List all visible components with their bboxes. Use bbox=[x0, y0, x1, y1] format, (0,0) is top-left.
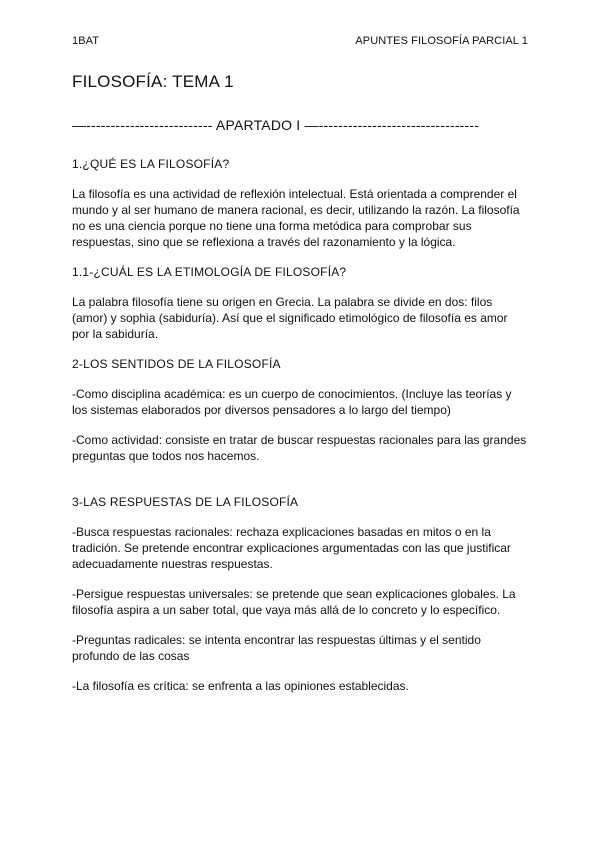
document-body bbox=[72, 156, 528, 708]
document-title: FILOSOFÍA: TEMA 1 bbox=[72, 72, 234, 91]
paragraph: -La filosofía es crítica: se enfrenta a las opiniones establecidas. bbox=[72, 679, 409, 693]
section-heading: 1.1-¿CUÁL ES LA ETIMOLOGÍA DE FILOSOFÍA? bbox=[72, 265, 347, 279]
paragraph: La filosofía es una actividad de reflexión intelectual. Está orientada a comprender el mundo y al ser humano de manera racional, es decir, utilizando la razón. La filosofía no es una ciencia porque no tiene una forma metódica para comprobar sus respuestas, sino que se reflexiona a través del razonamiento y la lógica. bbox=[72, 187, 520, 249]
section-heading: 2-LOS SENTIDOS DE LA FILOSOFÍA bbox=[72, 357, 281, 371]
page-header bbox=[72, 35, 528, 47]
section-heading: 1.¿QUÉ ES LA FILOSOFÍA? bbox=[72, 157, 230, 171]
header-course: 1BAT bbox=[72, 35, 100, 47]
paragraph: -Como disciplina académica: es un cuerpo de conocimientos. (Incluye las teorías y los sistemas elaborados por diversos pensadores a lo largo del tiempo) bbox=[72, 387, 512, 417]
header-subject: APUNTES FILOSOFÍA PARCIAL 1 bbox=[355, 35, 528, 47]
paragraph: La palabra filosofía tiene su origen en Grecia. La palabra se divide en dos: filos (amor) y sophia (sabiduría). Así que el significado etimológico de filosofía es amor por la sabiduría. bbox=[72, 295, 508, 341]
section-heading: 3-LAS RESPUESTAS DE LA FILOSOFÍA bbox=[72, 495, 299, 509]
paragraph: -Como actividad: consiste en tratar de buscar respuestas racionales para las grandes preguntas que todos nos hacemos. bbox=[72, 433, 527, 463]
paragraph: -Persigue respuestas universales: se pretende que sean explicaciones globales. La filosofía aspira a un saber total, que vaya más allá de lo concreto y lo específico. bbox=[72, 587, 516, 617]
section-divider: —-------------------------- APARTADO I —--------------------------------- bbox=[72, 117, 480, 133]
paragraph: -Preguntas radicales: se intenta encontrar las respuestas últimas y el sentido profundo de las cosas bbox=[72, 633, 481, 663]
paragraph: -Busca respuestas racionales: rechaza explicaciones basadas en mitos o en la tradición. Se pretende encontrar explicaciones argumentadas con las que justificar adecuadamente nuestras respuestas. bbox=[72, 525, 511, 571]
